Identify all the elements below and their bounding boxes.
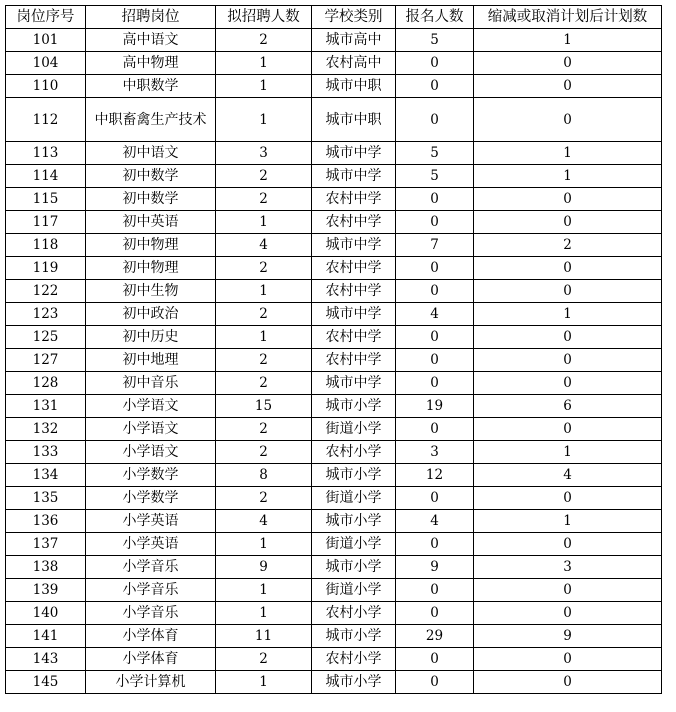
cell-adjusted-count: 0: [474, 211, 662, 234]
cell-position-name: 中职数学: [86, 75, 216, 98]
header-position-id: 岗位序号: [6, 6, 86, 29]
table-row: [6, 487, 662, 510]
cell-position-name: 小学英语: [86, 533, 216, 556]
cell-applicant-count: 0: [396, 579, 474, 602]
cell-applicant-count: 0: [396, 280, 474, 303]
table-row: [6, 418, 662, 441]
cell-planned-count: 11: [216, 625, 312, 648]
cell-position-name: 初中语文: [86, 142, 216, 165]
cell-position-name: 初中物理: [86, 257, 216, 280]
cell-position-name: 初中音乐: [86, 372, 216, 395]
table-row: [6, 602, 662, 625]
cell-planned-count: 2: [216, 648, 312, 671]
cell-planned-count: 1: [216, 602, 312, 625]
cell-applicant-count: 0: [396, 648, 474, 671]
cell-position-id: 113: [6, 142, 86, 165]
cell-applicant-count: 29: [396, 625, 474, 648]
cell-school-type: 农村小学: [312, 602, 396, 625]
cell-position-name: 小学音乐: [86, 556, 216, 579]
cell-applicant-count: 9: [396, 556, 474, 579]
cell-applicant-count: 4: [396, 303, 474, 326]
cell-position-id: 139: [6, 579, 86, 602]
cell-adjusted-count: 0: [474, 533, 662, 556]
cell-planned-count: 1: [216, 326, 312, 349]
cell-position-id: 110: [6, 75, 86, 98]
table-row: [6, 579, 662, 602]
cell-adjusted-count: 1: [474, 165, 662, 188]
table-row: [6, 395, 662, 418]
cell-adjusted-count: 6: [474, 395, 662, 418]
cell-school-type: 农村中学: [312, 211, 396, 234]
recruitment-table-container: [5, 5, 662, 694]
cell-planned-count: 2: [216, 372, 312, 395]
cell-planned-count: 1: [216, 211, 312, 234]
table-row: [6, 671, 662, 694]
cell-position-name: 小学语文: [86, 395, 216, 418]
cell-applicant-count: 19: [396, 395, 474, 418]
cell-position-id: 115: [6, 188, 86, 211]
cell-applicant-count: 7: [396, 234, 474, 257]
cell-applicant-count: 5: [396, 165, 474, 188]
cell-planned-count: 2: [216, 349, 312, 372]
cell-applicant-count: 0: [396, 602, 474, 625]
cell-school-type: 街道小学: [312, 418, 396, 441]
cell-position-name: 初中政治: [86, 303, 216, 326]
header-school-type: 学校类别: [312, 6, 396, 29]
cell-planned-count: 9: [216, 556, 312, 579]
cell-applicant-count: 0: [396, 418, 474, 441]
cell-position-id: 127: [6, 349, 86, 372]
table-body: [6, 29, 662, 694]
cell-school-type: 城市高中: [312, 29, 396, 52]
cell-position-name: 小学音乐: [86, 579, 216, 602]
cell-position-id: 143: [6, 648, 86, 671]
table-row: [6, 211, 662, 234]
table-row: [6, 372, 662, 395]
table-row: [6, 234, 662, 257]
header-adjusted-count: 缩减或取消计划后计划数: [474, 6, 662, 29]
cell-position-id: 114: [6, 165, 86, 188]
cell-applicant-count: 0: [396, 487, 474, 510]
cell-position-name: 初中数学: [86, 165, 216, 188]
cell-adjusted-count: 0: [474, 579, 662, 602]
cell-position-id: 145: [6, 671, 86, 694]
cell-adjusted-count: 9: [474, 625, 662, 648]
cell-school-type: 城市中学: [312, 165, 396, 188]
cell-position-name: 小学语文: [86, 418, 216, 441]
cell-applicant-count: 5: [396, 29, 474, 52]
cell-adjusted-count: 0: [474, 372, 662, 395]
cell-position-name: 中职畜禽生产技术: [86, 98, 216, 142]
cell-school-type: 城市中学: [312, 142, 396, 165]
cell-position-name: 初中数学: [86, 188, 216, 211]
cell-school-type: 农村中学: [312, 280, 396, 303]
table-row: [6, 257, 662, 280]
cell-school-type: 街道小学: [312, 579, 396, 602]
cell-position-id: 117: [6, 211, 86, 234]
cell-adjusted-count: 1: [474, 29, 662, 52]
cell-planned-count: 3: [216, 142, 312, 165]
cell-position-name: 小学数学: [86, 464, 216, 487]
cell-planned-count: 1: [216, 52, 312, 75]
cell-adjusted-count: 0: [474, 487, 662, 510]
cell-planned-count: 2: [216, 188, 312, 211]
cell-school-type: 农村中学: [312, 349, 396, 372]
cell-position-id: 123: [6, 303, 86, 326]
cell-applicant-count: 0: [396, 257, 474, 280]
cell-adjusted-count: 1: [474, 303, 662, 326]
cell-position-name: 初中生物: [86, 280, 216, 303]
header-applicant-count: 报名人数: [396, 6, 474, 29]
table-header-row: [6, 6, 662, 29]
cell-position-id: 128: [6, 372, 86, 395]
table-row: [6, 188, 662, 211]
table-row: [6, 625, 662, 648]
cell-adjusted-count: 0: [474, 671, 662, 694]
cell-adjusted-count: 0: [474, 188, 662, 211]
cell-school-type: 街道小学: [312, 533, 396, 556]
table-row: [6, 349, 662, 372]
cell-planned-count: 1: [216, 579, 312, 602]
cell-position-id: 141: [6, 625, 86, 648]
cell-position-id: 132: [6, 418, 86, 441]
table-row: [6, 52, 662, 75]
cell-applicant-count: 0: [396, 349, 474, 372]
cell-applicant-count: 0: [396, 372, 474, 395]
cell-adjusted-count: 3: [474, 556, 662, 579]
cell-planned-count: 2: [216, 257, 312, 280]
cell-planned-count: 2: [216, 165, 312, 188]
cell-adjusted-count: 2: [474, 234, 662, 257]
cell-position-name: 高中语文: [86, 29, 216, 52]
cell-adjusted-count: 0: [474, 326, 662, 349]
table-row: [6, 533, 662, 556]
cell-adjusted-count: 0: [474, 280, 662, 303]
cell-school-type: 城市小学: [312, 464, 396, 487]
cell-position-name: 初中地理: [86, 349, 216, 372]
table-row: [6, 165, 662, 188]
table-row: [6, 29, 662, 52]
cell-applicant-count: 4: [396, 510, 474, 533]
cell-position-id: 122: [6, 280, 86, 303]
header-position-name: 招聘岗位: [86, 6, 216, 29]
cell-planned-count: 15: [216, 395, 312, 418]
cell-school-type: 城市小学: [312, 556, 396, 579]
cell-planned-count: 2: [216, 441, 312, 464]
table-row: [6, 464, 662, 487]
cell-planned-count: 2: [216, 418, 312, 441]
cell-school-type: 农村小学: [312, 441, 396, 464]
cell-planned-count: 1: [216, 280, 312, 303]
cell-planned-count: 2: [216, 487, 312, 510]
cell-applicant-count: 0: [396, 188, 474, 211]
cell-position-id: 138: [6, 556, 86, 579]
cell-position-id: 101: [6, 29, 86, 52]
cell-position-name: 小学音乐: [86, 602, 216, 625]
table-row: [6, 280, 662, 303]
table-row: [6, 326, 662, 349]
cell-planned-count: 4: [216, 510, 312, 533]
cell-school-type: 农村中学: [312, 188, 396, 211]
cell-adjusted-count: 0: [474, 349, 662, 372]
cell-planned-count: 2: [216, 303, 312, 326]
cell-applicant-count: 0: [396, 211, 474, 234]
cell-school-type: 城市中学: [312, 372, 396, 395]
cell-position-name: 初中英语: [86, 211, 216, 234]
cell-adjusted-count: 1: [474, 510, 662, 533]
cell-school-type: 城市小学: [312, 671, 396, 694]
cell-school-type: 城市小学: [312, 395, 396, 418]
cell-applicant-count: 0: [396, 98, 474, 142]
table-row: [6, 98, 662, 142]
cell-adjusted-count: 0: [474, 98, 662, 142]
cell-applicant-count: 0: [396, 52, 474, 75]
cell-position-id: 119: [6, 257, 86, 280]
cell-school-type: 城市中学: [312, 303, 396, 326]
cell-school-type: 农村小学: [312, 648, 396, 671]
cell-position-id: 140: [6, 602, 86, 625]
cell-position-name: 小学英语: [86, 510, 216, 533]
recruitment-table: [5, 5, 662, 694]
cell-position-id: 135: [6, 487, 86, 510]
cell-planned-count: 4: [216, 234, 312, 257]
cell-applicant-count: 0: [396, 533, 474, 556]
cell-school-type: 农村中学: [312, 326, 396, 349]
cell-position-name: 高中物理: [86, 52, 216, 75]
cell-position-id: 133: [6, 441, 86, 464]
table-row: [6, 556, 662, 579]
table-row: [6, 510, 662, 533]
cell-planned-count: 1: [216, 671, 312, 694]
cell-position-id: 137: [6, 533, 86, 556]
cell-adjusted-count: 0: [474, 648, 662, 671]
cell-adjusted-count: 0: [474, 418, 662, 441]
cell-position-name: 小学体育: [86, 625, 216, 648]
cell-position-id: 131: [6, 395, 86, 418]
cell-adjusted-count: 1: [474, 142, 662, 165]
cell-adjusted-count: 0: [474, 75, 662, 98]
cell-applicant-count: 5: [396, 142, 474, 165]
cell-school-type: 街道小学: [312, 487, 396, 510]
cell-school-type: 农村高中: [312, 52, 396, 75]
cell-position-id: 136: [6, 510, 86, 533]
cell-school-type: 城市中职: [312, 75, 396, 98]
cell-planned-count: 1: [216, 98, 312, 142]
cell-planned-count: 2: [216, 29, 312, 52]
cell-position-name: 初中物理: [86, 234, 216, 257]
cell-adjusted-count: 0: [474, 257, 662, 280]
cell-position-name: 初中历史: [86, 326, 216, 349]
cell-school-type: 城市小学: [312, 510, 396, 533]
cell-adjusted-count: 4: [474, 464, 662, 487]
cell-position-id: 112: [6, 98, 86, 142]
cell-applicant-count: 0: [396, 671, 474, 694]
cell-planned-count: 1: [216, 533, 312, 556]
cell-position-name: 小学数学: [86, 487, 216, 510]
table-row: [6, 648, 662, 671]
table-row: [6, 303, 662, 326]
cell-position-id: 118: [6, 234, 86, 257]
cell-applicant-count: 12: [396, 464, 474, 487]
cell-applicant-count: 3: [396, 441, 474, 464]
cell-position-name: 小学语文: [86, 441, 216, 464]
cell-position-id: 125: [6, 326, 86, 349]
cell-position-id: 104: [6, 52, 86, 75]
cell-school-type: 城市中学: [312, 234, 396, 257]
cell-applicant-count: 0: [396, 75, 474, 98]
cell-planned-count: 1: [216, 75, 312, 98]
table-row: [6, 75, 662, 98]
header-planned-count: 拟招聘人数: [216, 6, 312, 29]
cell-adjusted-count: 0: [474, 52, 662, 75]
cell-applicant-count: 0: [396, 326, 474, 349]
cell-school-type: 农村中学: [312, 257, 396, 280]
cell-school-type: 城市小学: [312, 625, 396, 648]
cell-planned-count: 8: [216, 464, 312, 487]
cell-adjusted-count: 1: [474, 441, 662, 464]
cell-school-type: 城市中职: [312, 98, 396, 142]
cell-position-name: 小学体育: [86, 648, 216, 671]
cell-position-id: 134: [6, 464, 86, 487]
table-row: [6, 441, 662, 464]
table-row: [6, 142, 662, 165]
cell-adjusted-count: 0: [474, 602, 662, 625]
cell-position-name: 小学计算机: [86, 671, 216, 694]
